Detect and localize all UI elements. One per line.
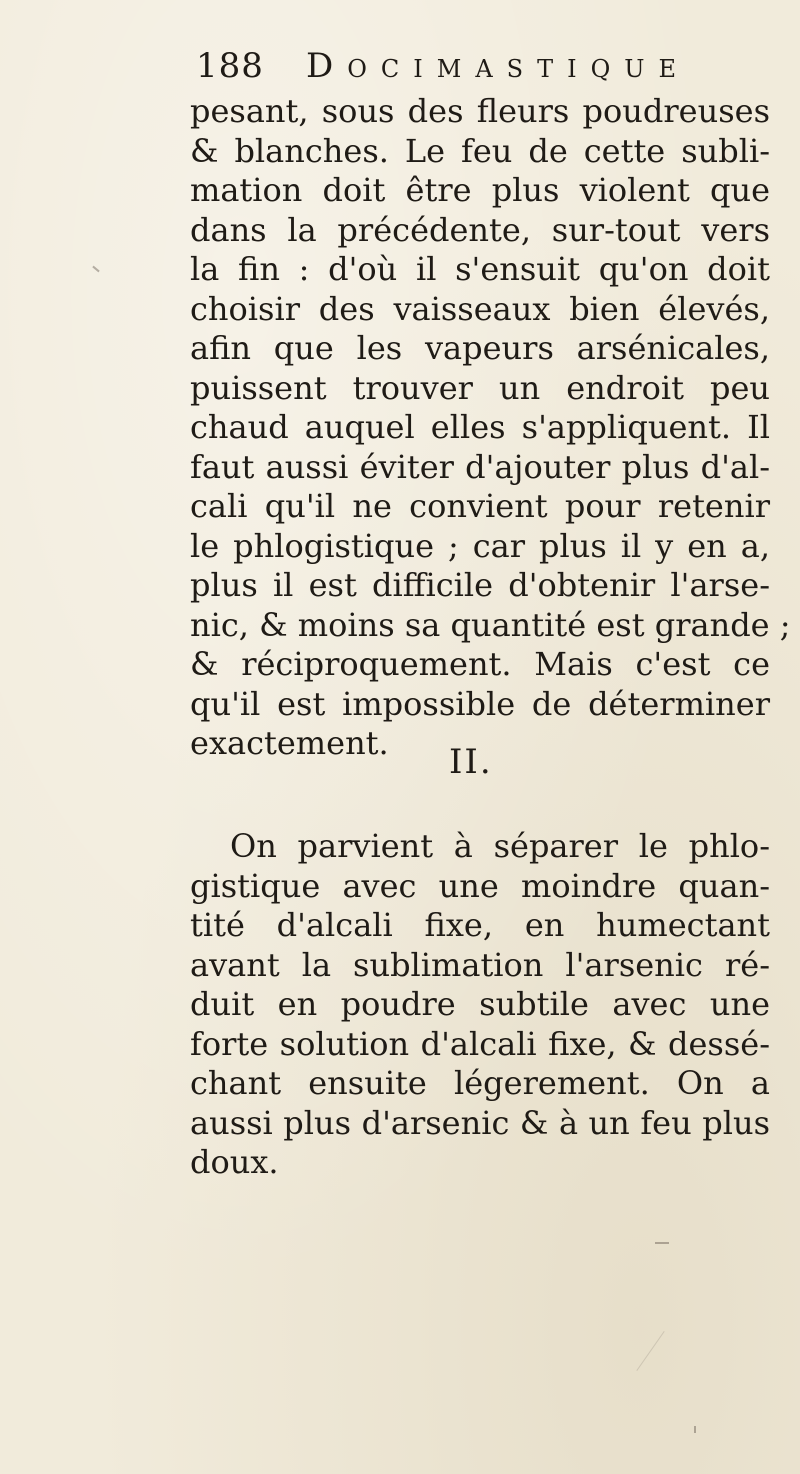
text-line: puissent trouver un endroit peu [190,368,770,407]
paragraph-1 [190,92,791,764]
text-line: tité d'alcali fixe, en humectant [190,906,770,944]
text-line: exactement. [190,724,389,762]
paragraph-2 [190,827,770,1183]
text-line: aussi plus d'arsenic & à un feu plus [190,1103,770,1142]
paper-speck [92,266,99,273]
text-line: le phlogistique ; car plus il y en a, [190,526,770,565]
section-number: II. [449,742,493,782]
text-line: plus il est difficile d'obtenir l'arse- [190,566,770,604]
paper-speck [636,1331,664,1371]
running-head [196,46,736,96]
text-line: avant la sublimation l'arsenic ré- [190,945,770,984]
text-line: duit en poudre subtile avec une [190,985,770,1023]
paper-speck [655,1242,669,1244]
text-line: afin que les vapeurs arsénicales, [190,329,770,367]
text-line: nic, & moins sa quantité est grande ; [190,605,791,644]
text-line: doux. [190,1143,279,1181]
text-line: & blanches. Le feu de cette subli- [190,131,770,170]
text-line: On parvient à séparer le phlo- [230,827,770,865]
text-line: cali qu'il ne convient pour retenir [190,487,770,525]
text-line: faut aussi éviter d'ajouter plus d'al- [190,447,770,486]
page-number: 188 [196,46,264,86]
text-line: & réciproquement. Mais c'est ce [190,645,770,683]
text-line: dans la précédente, sur-tout vers [190,210,770,249]
text-line: pesant, sous des fleurs poudreuses [190,92,770,130]
text-line: gistique avec une moindre quan- [190,866,770,905]
paper-speck [694,1426,696,1433]
text-line: mation doit être plus violent que [190,171,770,209]
text-line: la fin : d'où il s'ensuit qu'on doit [190,250,770,288]
text-line: qu'il est impossible de déterminer [190,684,770,723]
running-title: Docimastique [306,46,691,86]
text-line: forte solution d'alcali fixe, & dessé- [190,1024,770,1063]
text-line: chant ensuite légerement. On a [190,1064,770,1102]
text-line: choisir des vaisseaux bien élevés, [190,289,770,328]
text-line: chaud auquel elles s'appliquent. Il [190,408,770,446]
